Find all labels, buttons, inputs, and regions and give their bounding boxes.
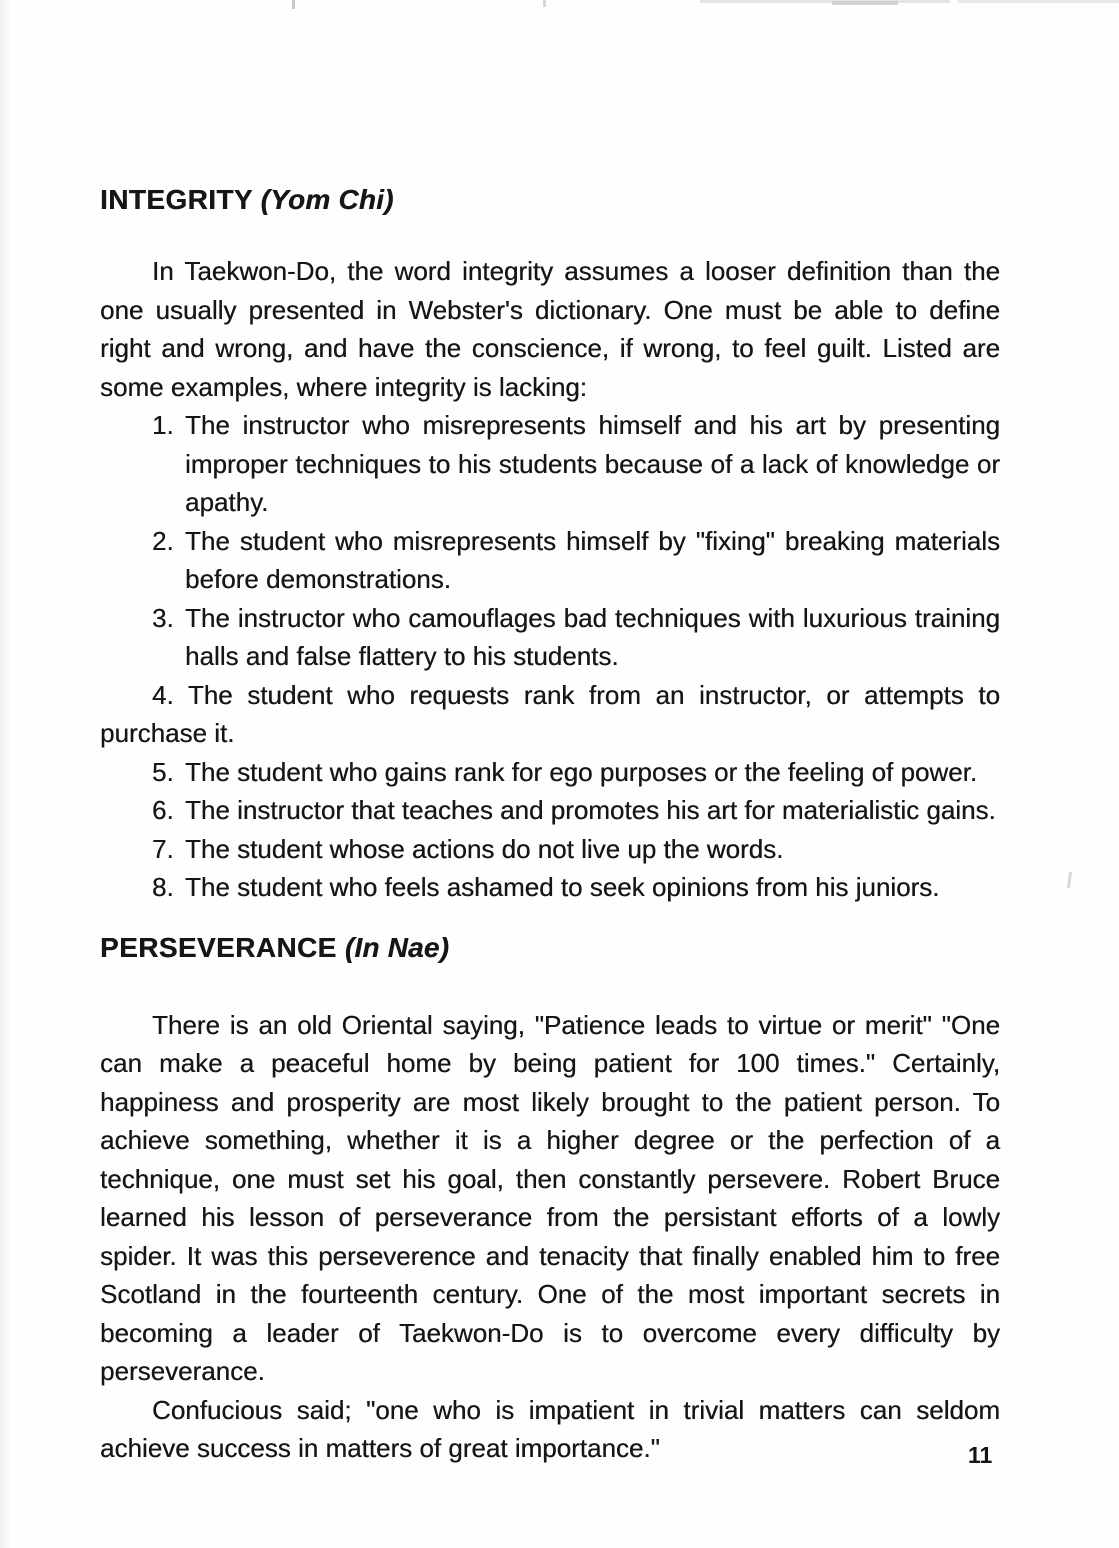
perseverance-paragraph-1: There is an old Oriental saying, "Patience leads to virtue or merit" "One can make a peaceful home by being patient for 100 times." Certainly, happiness and prosperity are most likely brought to the patient person. To achieve something, whether it is a higher degree or the perfection of a technique, one must set his goal, then constantly persevere. Robert Bruce learned his lesson of perseverance from the persistant efforts of a lowly spider. It was this perseverence and tenacity that finally enabled him to free Scotland in the fourteenth century. One of the most important secrets in becoming a leader of Taekwon-Do is to overcome every difficulty by perseverance. [100,1009,1000,1386]
scan-edge-shadow [0,0,12,1548]
item-number: 2. [152,525,174,556]
item-text: The student who gains rank for ego purposes or the feeling of power. [185,756,978,787]
item-number: 4. [152,679,174,710]
item-text: The instructor who camouflages bad techniques with luxurious training halls and false flattery to his students. [185,602,1000,671]
item-text: The student who requests rank from an instructor, or attempts to purchase it. [100,679,1000,748]
page-content [100,0,1000,1468]
integrity-title: INTEGRITY [100,184,253,215]
perseverance-subtitle: (In Nae) [344,931,450,963]
integrity-list-1-3 [100,406,1000,676]
perseverance-heading [100,931,1000,964]
list-item-4 [100,676,1000,753]
list-item-3 [100,599,1000,676]
list-item-2 [100,522,1000,599]
item-number: 7. [152,833,174,864]
item-number: 3. [152,602,174,633]
integrity-list-5-8 [100,753,1000,907]
perseverance-paragraph-2: Confucious said; "one who is impatient in trivial matters can seldom achieve success in matters of great importance." [100,1394,1000,1463]
list-item-5 [100,753,1000,792]
item-text: The instructor who misrepresents himself and his art by presenting improper techniques to his students because of a lack of knowledge or apathy. [185,410,1000,517]
perseverance-title: PERSEVERANCE [100,931,337,963]
page-number: 11 [968,1442,993,1468]
list-item-8 [100,868,1000,907]
integrity-subtitle: (Yom Chi) [260,184,394,215]
integrity-heading [100,183,1000,216]
item-text: The instructor that teaches and promotes his art for materialistic gains. [185,795,996,825]
item-number: 6. [152,795,174,825]
item-number: 8. [152,872,174,902]
item-text: The student who feels ashamed to seek opinions from his juniors. [185,872,940,902]
scan-artifact [1067,872,1072,888]
item-text: The student whose actions do not live up the words. [185,833,784,864]
list-item-7 [100,830,1000,869]
item-text: The student who misrepresents himself by "fixing" breaking materials before demonstrations. [185,525,1000,594]
item-number: 1. [152,410,174,440]
list-item-6 [100,791,1000,830]
integrity-intro-paragraph: In Taekwon-Do, the word integrity assumes a looser definition than the one usually presented in Webster's dictionary. One must be able to define right and wrong, and have the conscience, if wrong, to feel guilt. Listed are some examples, where integrity is lacking: [100,256,1000,402]
list-item-1 [100,406,1000,522]
item-number: 5. [152,756,174,787]
